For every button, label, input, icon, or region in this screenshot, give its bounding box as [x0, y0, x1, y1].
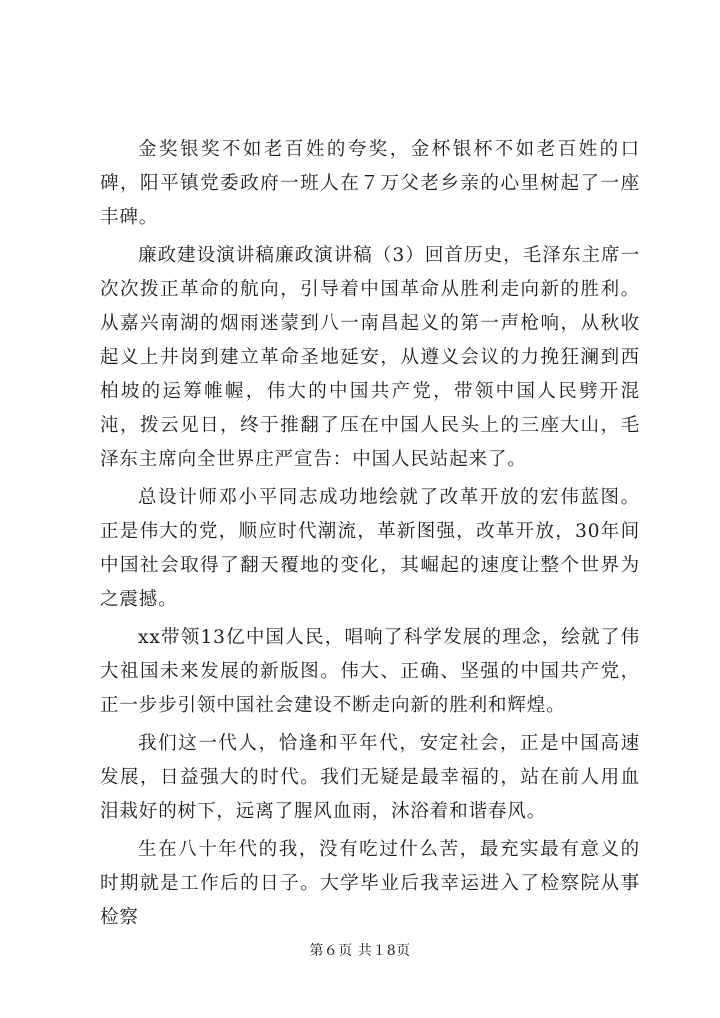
paragraph-3: 总设计师邓小平同志成功地绘就了改革开放的宏伟蓝图。正是伟大的党，顺应时代潮流，革新图强，改革开放，30年间中国社会取得了翻天覆地的变化，其崛起的速度让整个世界为之震撼。 — [100, 487, 640, 610]
paragraph-2: 廉政建设演讲稿廉政演讲稿（3）回首历史，毛泽东主席一次次拨正革命的航向，引导着中国革命从胜利走向新的胜利。从嘉兴南湖的烟雨迷蒙到八一南昌起义的第一声枪响，从秋收起义上井岗到建立革命圣地延安，从遵义会议的力挽狂澜到西柏坡的运筹帷幄，伟大的中国共产党，带领中国人民劈开混沌，拨云见日，终于推翻了压在中国人民头上的三座大山，毛泽东主席向全世界庄严宣告：中国人民站起来了。 — [100, 245, 640, 470]
paragraph-4: xx带领13亿中国人民，唱响了科学发展的理念，绘就了伟大祖国未来发展的新版图。伟大、正确、坚强的中国共产党，正一步步引领中国社会建设不断走向新的胜利和辉煌。 — [100, 627, 640, 716]
paragraph-5: 我们这一代人，恰逢和平年代，安定社会，正是中国高速发展，日益强大的时代。我们无疑是最幸福的，站在前人用血泪栽好的树下，远离了腥风血雨，沐浴着和谐春风。 — [100, 733, 640, 822]
paragraph-1: 金奖银奖不如老百姓的夸奖，金杯银杯不如老百姓的口碑，阳平镇党委政府一班人在７万父老乡亲的心里树起了一座丰碑。 — [100, 139, 640, 228]
page-number-footer: 第６页 共１8页 — [309, 943, 411, 959]
paragraph-6: 生在八十年代的我，没有吃过什么苦，最充实最有意义的时期就是工作后的日子。大学毕业后我幸运进入了检察院从事检察 — [100, 839, 640, 928]
document-body — [100, 133, 640, 935]
